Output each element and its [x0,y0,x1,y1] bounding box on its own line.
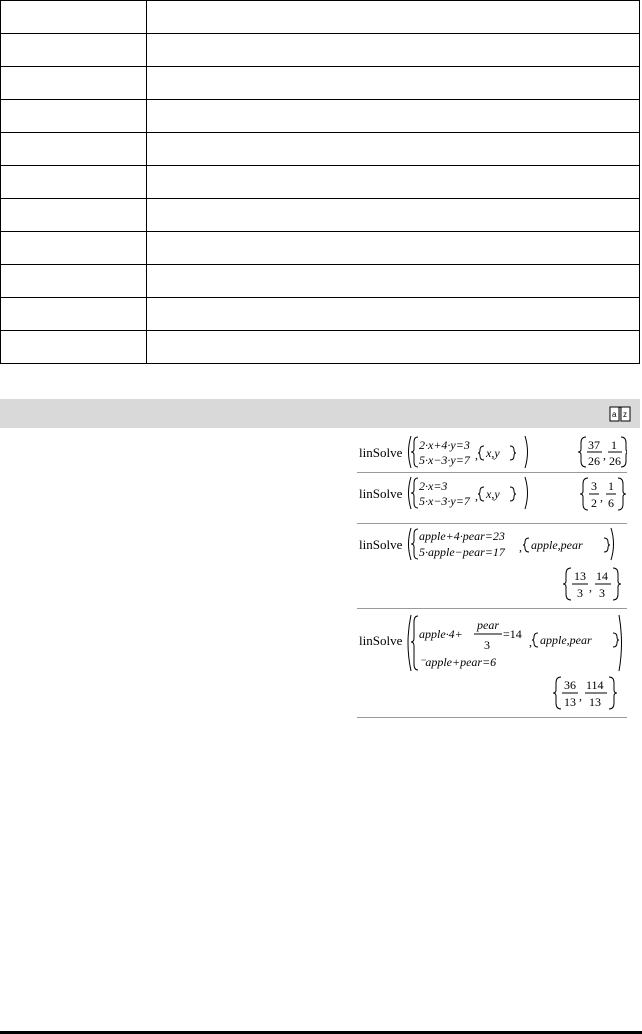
result-denominator-1: 26 [588,454,600,468]
table-cell-label [1,133,147,166]
svg-text:,: , [475,448,478,462]
svg-text:z: z [623,410,627,419]
table-row [1,67,640,100]
calc-entry [357,609,627,718]
svg-text:,: , [600,490,603,504]
table-row [1,34,640,67]
variables: apple,pear [531,538,583,552]
table-cell-label [1,100,147,133]
equation-1-right: =14 [503,627,522,641]
result-denominator-1: 13 [564,695,576,709]
reference-table [0,0,640,364]
table-row [1,100,640,133]
result-denominator-1: 3 [577,586,583,600]
table-body [1,1,640,364]
result-denominator-2: 3 [599,586,605,600]
calc-entry-graphic [357,432,627,472]
calc-entry [357,473,627,524]
entry-header-bar [0,399,640,428]
table-cell-value [147,298,640,331]
svg-text:,: , [589,580,592,594]
result-numerator-1: 13 [574,569,586,583]
result-numerator-2: 1 [611,438,617,452]
equation-1: apple+4·pear=23 [419,529,505,543]
variables: x,y [486,487,500,501]
function-name: linSolve [359,537,403,552]
svg-text:,: , [475,489,478,503]
svg-text:,: , [579,689,582,703]
table-cell-label [1,298,147,331]
equation-2: 5·apple−pear=17 [419,545,505,559]
equation-1-fraction-denominator: 3 [484,638,490,652]
table-cell-label [1,232,147,265]
equation-1: 2·x=3 [419,479,448,493]
table-cell-label [1,67,147,100]
equation-2: 5·x−3·y=7 [419,453,470,467]
table-cell-label [1,1,147,34]
result-numerator-2: 14 [596,569,608,583]
table-cell-label [1,331,147,364]
book-icon[interactable] [609,405,631,423]
table-row [1,1,640,34]
result-denominator-2: 6 [608,496,614,510]
table-cell-value [147,133,640,166]
result-numerator-1: 37 [588,438,600,452]
result-denominator-2: 13 [589,695,601,709]
svg-text:,: , [529,635,532,649]
equation-1-left: apple·4+ [419,627,463,641]
table-cell-label [1,199,147,232]
function-name: linSolve [359,445,403,460]
calc-entry-graphic [357,473,627,523]
calculator-panel [357,432,627,718]
function-name: linSolve [359,486,403,501]
table-cell-value [147,166,640,199]
calc-entry [357,524,627,609]
table-cell-value [147,232,640,265]
table-cell-value [147,331,640,364]
equation-1-fraction-numerator: pear [477,618,499,632]
equation-2: ⁻apple+pear=6 [419,655,497,669]
result-denominator-2: 26 [609,454,621,468]
table-cell-value [147,1,640,34]
table-cell-label [1,34,147,67]
table-cell-label [1,166,147,199]
equation-2: 5·x−3·y=7 [419,494,470,508]
table-cell-value [147,67,640,100]
calc-entry-graphic [357,524,627,608]
result-numerator-1: 3 [591,479,597,493]
table-cell-label [1,265,147,298]
variables: x,y [486,446,500,460]
equation-1: 2·x+4·y=3 [419,438,470,452]
calc-entry [357,432,627,473]
table-row [1,199,640,232]
result-numerator-2: 114 [586,678,604,692]
table-row [1,232,640,265]
table-row [1,265,640,298]
table-cell-value [147,100,640,133]
result-numerator-1: 36 [564,678,576,692]
function-name: linSolve [359,633,403,648]
variables: apple,pear [540,633,592,647]
table-cell-value [147,34,640,67]
svg-text:,: , [603,448,606,462]
svg-text:,: , [519,540,522,554]
table-row [1,133,640,166]
table-row [1,166,640,199]
result-numerator-2: 1 [608,479,614,493]
result-denominator-1: 2 [591,496,597,510]
svg-text:a: a [612,410,617,419]
table-row [1,331,640,364]
table-cell-value [147,265,640,298]
table-row [1,298,640,331]
table-cell-value [147,199,640,232]
calc-entry-graphic [357,609,627,717]
